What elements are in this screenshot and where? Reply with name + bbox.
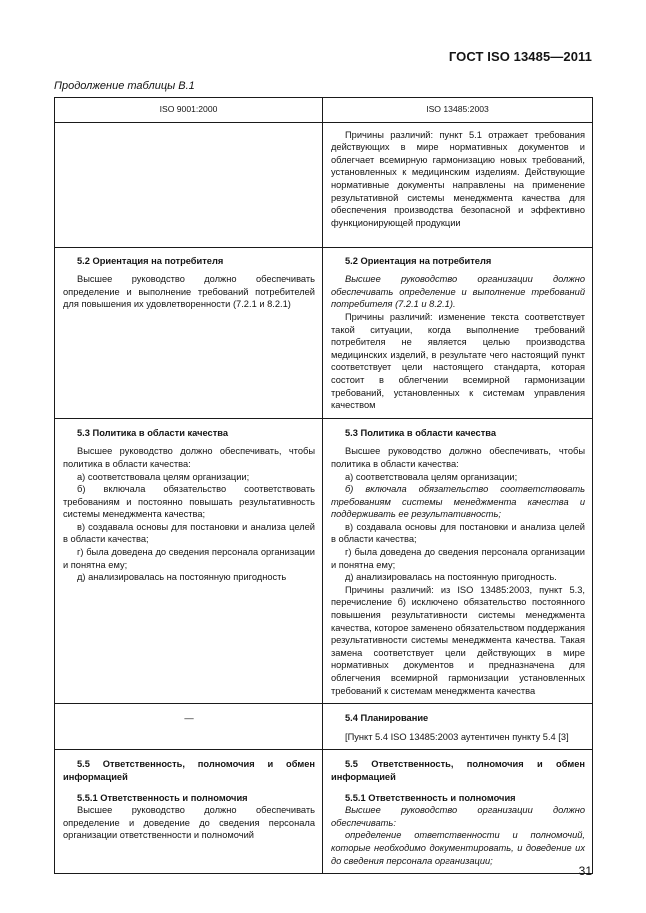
- cell-left: [55, 418, 323, 703]
- table-row: [55, 418, 593, 703]
- list-item: б) включала обязательство соответствовать требованиям и постоянно повышать результативность системы менеджмента качества;: [63, 484, 315, 520]
- paragraph: Высшее руководство организации должно обеспечивать определение и выполнение требований потребителя (7.2.1 и 8.2.1).: [331, 274, 585, 310]
- table-caption: Продолжение таблицы В.1: [54, 80, 195, 92]
- cell-right: [323, 122, 593, 247]
- page-number: 31: [578, 864, 592, 878]
- list-item: б) включала обязательство соответствовать требованиям системы менеджмента качества и поддерживать ее результативность;: [331, 484, 585, 520]
- cell-right: [323, 247, 593, 418]
- paragraph: Высшее руководство должно обеспечивать определение и доведение до сведения персонала организации ответственности и полномочий: [63, 805, 315, 841]
- section-heading: 5.2 Ориентация на потребителя: [345, 255, 492, 266]
- table-row: [55, 122, 593, 247]
- cell-right: [323, 704, 593, 750]
- comparison-table: [54, 97, 593, 874]
- section-heading: 5.3 Политика в области качества: [77, 427, 229, 438]
- table-row: [55, 247, 593, 418]
- reason-text: Причины различий: пункт 5.1 отражает требования действующих в мире нормативных документов и облегчает всемирную гармонизацию новых требований, установленных к медицинским изделиям. Действующие нормативные документы направлены на применение результативной системы менеджмента качества для обеспечения производства безопасной и эффективно функционирующей продукции: [331, 129, 585, 228]
- column-header-iso9001: ISO 9001:2000: [55, 98, 323, 123]
- paragraph: Высшее руководство должно обеспечивать, чтобы политика в области качества:: [63, 446, 315, 469]
- cell-left: [55, 122, 323, 247]
- list-item: д) анализировалась на постоянную пригодность: [77, 572, 287, 583]
- section-heading: 5.2 Ориентация на потребителя: [77, 255, 224, 266]
- list-item: а) соответствовала целям организации;: [77, 471, 250, 482]
- section-heading: 5.5 Ответственность, полномочия и обмен информацией: [331, 759, 585, 782]
- section-heading: 5.3 Политика в области качества: [345, 427, 497, 438]
- list-item: в) создавала основы для постановки и анализа целей в области качества;: [63, 521, 315, 545]
- standard-header: ГОСТ ISO 13485—2011: [448, 49, 592, 64]
- reason-text: Причины различий: из ISO 13485:2003, пункт 5.3, перечисление б) исключено обязательство постоянного повышения результативности системы менеджмента качества, которое заменено обязательством поддержания результативности системы менеджмента качества. Такая замена соответствует цели действующих в мире нормативных документов и предназначена для облегчения всемирной гармонизации установленных требований к системам менеджмента качества: [331, 584, 585, 696]
- paragraph: Высшее руководство организации должно обеспечивать:: [331, 805, 585, 828]
- table-row: [55, 704, 593, 750]
- list-item: г) была доведена до сведения персонала организации и понятна ему;: [63, 547, 315, 570]
- reason-text: Причины различий: изменение текста соответствует такой ситуации, когда выполнение требований потребителя не является целью производства медицинских изделий, в результате чего настоящий пункт соответствует цели настоящего стандарта, которая состоит в облегчении всемирной гармонизации требований, установленных к системам управления качеством: [331, 311, 585, 411]
- subsection-heading: 5.5.1 Ответственность и полномочия: [345, 792, 516, 803]
- cell-right: [323, 418, 593, 703]
- table-header-row: [55, 98, 593, 123]
- cell-left: [55, 750, 323, 874]
- table-row: [55, 750, 593, 874]
- paragraph: определение ответственности и полномочий, которые необходимо документировать, и доведение их до сведения персонала организации;: [331, 830, 585, 866]
- section-heading: 5.5 Ответственность, полномочия и обмен информацией: [63, 759, 315, 782]
- cell-right: [323, 750, 593, 874]
- column-header-iso13485: ISO 13485:2003: [323, 98, 593, 123]
- paragraph: Высшее руководство должно обеспечивать, чтобы политика в области качества:: [331, 446, 585, 469]
- paragraph: [Пункт 5.4 ISO 13485:2003 аутентичен пункту 5.4 [3]: [345, 731, 569, 742]
- list-item: д) анализировалась на постоянную пригодность.: [345, 572, 557, 583]
- subsection-heading: 5.5.1 Ответственность и полномочия: [77, 792, 248, 803]
- list-item: а) соответствовала целям организации;: [345, 471, 518, 482]
- list-item: г) была доведена до сведения персонала организации и понятна ему;: [331, 547, 585, 570]
- cell-left: [55, 247, 323, 418]
- list-item: в) создавала основы для постановки и анализа целей в области качества;: [331, 521, 585, 545]
- cell-left: —: [55, 704, 323, 750]
- paragraph: Высшее руководство должно обеспечивать определение и выполнение требований потребителей для повышения их удовлетворенности (7.2.1 и 8.2.1): [63, 274, 315, 310]
- section-heading: 5.4 Планирование: [345, 713, 429, 724]
